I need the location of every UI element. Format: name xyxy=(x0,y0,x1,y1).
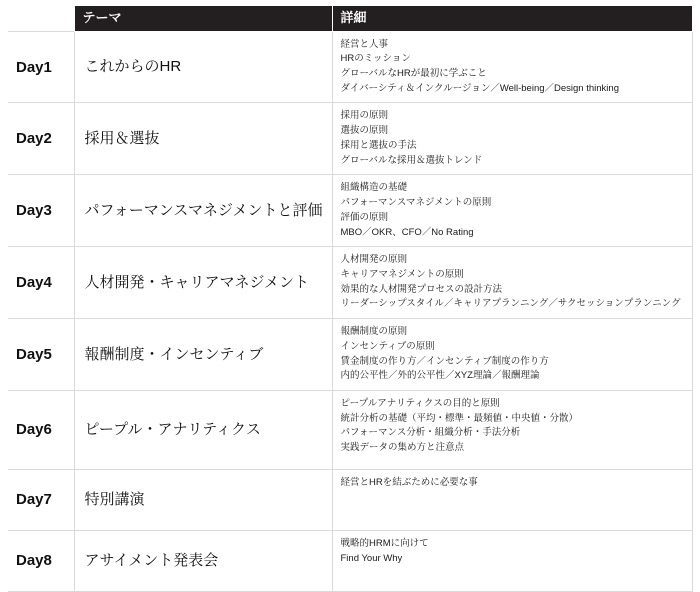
row-detail-cell xyxy=(332,319,692,391)
detail-line: 内的公平性／外的公平性／XYZ理論／報酬理論 xyxy=(340,370,540,382)
detail-line: ダイバーシティ＆インクルージョン／Well-being／Design thinking xyxy=(340,82,619,94)
detail-line: 選抜の原則 xyxy=(340,125,389,137)
row-theme-label: 特別講演 xyxy=(74,469,332,530)
detail-line: 報酬制度の原則 xyxy=(340,326,408,338)
row-detail-cell xyxy=(332,247,692,319)
detail-line: リーダーシップスタイル／キャリアプランニング／サクセッションプランニング xyxy=(340,298,681,310)
row-detail-cell xyxy=(332,175,692,247)
detail-line: キャリアマネジメントの原則 xyxy=(340,268,464,280)
table-header xyxy=(8,6,692,31)
row-theme-label: パフォーマンスマネジメントと評価 xyxy=(74,175,332,247)
table-row xyxy=(8,390,692,469)
header-detail: 詳細 xyxy=(332,6,692,31)
detail-line: 効果的な人材開発プロセスの設計方法 xyxy=(340,283,503,295)
detail-line: パフォーマンスマネジメントの原則 xyxy=(340,197,492,209)
header-row xyxy=(8,6,692,31)
table-row xyxy=(8,247,692,319)
row-theme-label: 人材開発・キャリアマネジメント xyxy=(74,247,332,319)
row-day-label: Day1 xyxy=(8,31,74,103)
row-detail-cell xyxy=(332,469,692,530)
row-detail-cell xyxy=(332,530,692,591)
detail-line: 統計分析の基礎（平均・標準・最頻値・中央値・分散） xyxy=(340,412,579,424)
row-theme-label: ピープル・アナリティクス xyxy=(74,390,332,469)
row-theme-label: これからのHR xyxy=(74,31,332,103)
row-day-label: Day2 xyxy=(8,103,74,175)
row-detail-cell xyxy=(332,31,692,103)
table-row xyxy=(8,319,692,391)
row-day-label: Day5 xyxy=(8,319,74,391)
table-row xyxy=(8,469,692,530)
detail-line: ピープルアナリティクスの目的と原則 xyxy=(340,397,500,409)
header-theme: テーマ xyxy=(74,6,332,31)
detail-line: グローバルな採用＆選抜トレンド xyxy=(340,154,483,166)
syllabus-table xyxy=(8,6,693,592)
detail-line: 評価の原則 xyxy=(340,211,389,223)
detail-line: グローバルなHRが最初に学ぶこと xyxy=(340,68,487,80)
table-row xyxy=(8,103,692,175)
row-theme-label: 報酬制度・インセンティブ xyxy=(74,319,332,391)
row-theme-label: アサイメント発表会 xyxy=(74,530,332,591)
detail-line: 採用の原則 xyxy=(340,110,389,122)
row-day-label: Day7 xyxy=(8,469,74,530)
table-row xyxy=(8,175,692,247)
detail-line: 賃金制度の作り方／インセンティブ制度の作り方 xyxy=(340,355,549,367)
row-detail-cell xyxy=(332,103,692,175)
row-day-label: Day3 xyxy=(8,175,74,247)
detail-line: HRのミッション xyxy=(340,53,411,65)
detail-line: 経営と人事 xyxy=(340,38,389,50)
header-day-blank xyxy=(8,6,74,31)
detail-line: 組織構造の基礎 xyxy=(340,182,408,194)
detail-line: MBO／OKR、CFO／No Rating xyxy=(340,226,474,238)
detail-line: Find Your Why xyxy=(340,552,403,564)
row-day-label: Day8 xyxy=(8,530,74,591)
row-day-label: Day4 xyxy=(8,247,74,319)
detail-line: 経営とHRを結ぶために必要な事 xyxy=(340,476,478,488)
row-detail-cell xyxy=(332,390,692,469)
table-row xyxy=(8,530,692,591)
row-day-label: Day6 xyxy=(8,390,74,469)
detail-line: 採用と選抜の手法 xyxy=(340,139,417,151)
detail-line: パフォーマンス分析・組織分析・手法分析 xyxy=(340,427,521,439)
detail-line: 人材開発の原則 xyxy=(340,254,408,266)
table-body xyxy=(8,31,692,591)
detail-line: 実践データの集め方と注意点 xyxy=(340,442,465,454)
row-theme-label: 採用＆選抜 xyxy=(74,103,332,175)
detail-line: インセンティブの原則 xyxy=(340,340,435,352)
table-row xyxy=(8,31,692,103)
detail-line: 戦略的HRMに向けて xyxy=(340,537,429,549)
